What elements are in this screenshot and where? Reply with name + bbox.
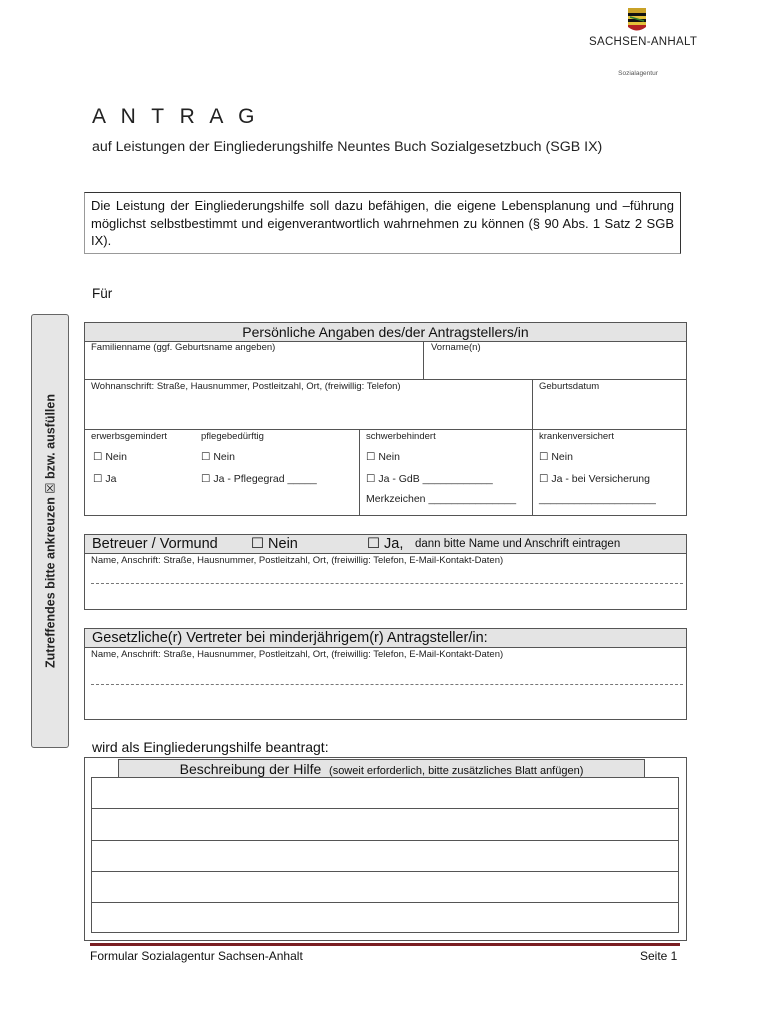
krankenversichert-ja-checkbox[interactable]: ☐ Ja - bei Versicherung <box>539 473 650 485</box>
vertreter-header <box>85 629 686 648</box>
side-instruction-text: Zutreffendes bitte ankreuzen ☒ bzw. ausfüllen <box>43 394 58 668</box>
familienname-label: Familienname (ggf. Geburtsname angeben) <box>91 342 276 353</box>
beschreibung-line <box>92 902 678 903</box>
beschreibung-note: (soweit erforderlich, bitte zusätzliches Blatt anfügen) <box>329 765 584 777</box>
personal-data-header <box>85 323 686 342</box>
footer-left: Formular Sozialagentur Sachsen-Anhalt <box>90 949 303 963</box>
krankenversichert-label: krankenversichert <box>539 431 614 442</box>
intro-text: Die Leistung der Eingliederungshilfe soll dazu befähigen, die eigene Lebensplanung und –führung möglichst selbstbestimmt und eigenverantwortlich wahrnehmen zu können (§ 90 Abs. 1 Satz 2 SGB IX). <box>84 192 681 254</box>
vertreter-address-field[interactable] <box>91 684 683 685</box>
betreuer-ja-checkbox[interactable]: ☐ Ja, <box>367 536 404 552</box>
betreuer-title: Betreuer / Vormund <box>92 536 218 552</box>
agency-name: Sozialagentur <box>618 70 658 77</box>
beschreibung-line <box>92 840 678 841</box>
versicherung-field[interactable]: ____________________ <box>539 493 656 505</box>
personal-data-heading: Persönliche Angaben des/der Antragstellers/in <box>242 324 529 340</box>
pflegebeduerftig-ja-checkbox[interactable]: ☐ Ja - Pflegegrad _____ <box>201 473 317 485</box>
betreuer-ja-note: dann bitte Name und Anschrift eintragen <box>415 538 621 550</box>
betreuer-header <box>85 535 686 554</box>
beschreibung-heading <box>119 761 644 777</box>
row1-divider <box>85 379 686 380</box>
geburtsdatum-label: Geburtsdatum <box>539 381 600 392</box>
krankenversichert-nein-checkbox[interactable]: ☐ Nein <box>539 451 573 463</box>
state-name: SACHSEN-ANHALT <box>589 36 698 48</box>
name-divider <box>423 341 424 379</box>
schwerbehindert-nein-checkbox[interactable]: ☐ Nein <box>366 451 400 463</box>
schwerbehindert-label: schwerbehindert <box>366 431 436 442</box>
page-number: Seite 1 <box>640 949 678 963</box>
familienname-field[interactable] <box>87 355 421 377</box>
betreuer-address-label: Name, Anschrift: Straße, Hausnummer, Postleitzahl, Ort, (freiwillig: Telefon, E-Mail-Kontakt-Daten) <box>91 555 504 566</box>
beantragt-label: wird als Eingliederungshilfe beantragt: <box>92 739 329 755</box>
beschreibung-title: Beschreibung der Hilfe <box>179 761 322 777</box>
page-subtitle: auf Leistungen der Eingliederungshilfe Neuntes Buch Sozialgesetzbuch (SGB IX) <box>92 139 603 155</box>
fuer-label: Für <box>92 286 113 301</box>
coat-of-arms-icon <box>625 8 649 32</box>
beschreibung-header <box>118 759 645 778</box>
footer-rule <box>90 943 680 946</box>
address-divider <box>532 379 533 515</box>
betreuer-nein-checkbox[interactable]: ☐ Nein <box>251 536 298 552</box>
personal-data-section <box>84 322 687 516</box>
beschreibung-field[interactable] <box>91 777 679 933</box>
vertreter-section <box>84 628 687 720</box>
geburtsdatum-field[interactable] <box>536 395 684 427</box>
betreuer-address-field[interactable] <box>91 583 683 584</box>
vertreter-address-label: Name, Anschrift: Straße, Hausnummer, Postleitzahl, Ort, (freiwillig: Telefon, E-Mail-Kontakt-Daten) <box>91 649 504 660</box>
side-instruction-tab <box>31 314 69 748</box>
pflegebeduerftig-label: pflegebedürftig <box>201 431 264 442</box>
erwerbsgemindert-nein-checkbox[interactable]: ☐ Nein <box>93 451 127 463</box>
beschreibung-line <box>92 871 678 872</box>
vorname-label: Vorname(n) <box>431 342 481 353</box>
wohnanschrift-field[interactable] <box>87 395 530 427</box>
page-title: A N T R A G <box>92 105 260 128</box>
row2-divider <box>85 429 686 430</box>
merkzeichen-field[interactable]: Merkzeichen _______________ <box>366 493 517 505</box>
schwerbehindert-ja-checkbox[interactable]: ☐ Ja - GdB ____________ <box>366 473 493 485</box>
wohnanschrift-label: Wohnanschrift: Straße, Hausnummer, Postleitzahl, Ort, (freiwillig: Telefon) <box>91 381 401 392</box>
vorname-field[interactable] <box>427 355 683 377</box>
vertreter-title: Gesetzliche(r) Vertreter bei minderjährigem(r) Antragsteller/in: <box>92 630 488 646</box>
betreuer-section <box>84 534 687 610</box>
beschreibung-line <box>92 808 678 809</box>
erwerbsgemindert-ja-checkbox[interactable]: ☐ Ja <box>93 473 117 485</box>
pflegebeduerftig-nein-checkbox[interactable]: ☐ Nein <box>201 451 235 463</box>
erwerbsgemindert-label: erwerbsgemindert <box>91 431 168 442</box>
status-divider <box>359 429 360 515</box>
